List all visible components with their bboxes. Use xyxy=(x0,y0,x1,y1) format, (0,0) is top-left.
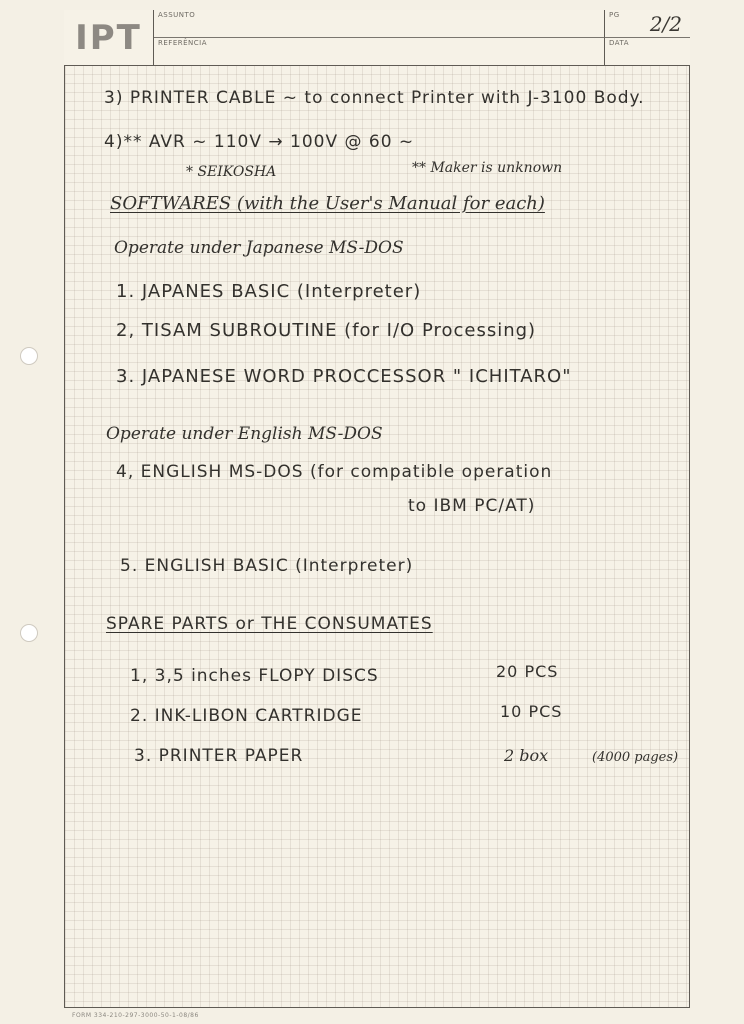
assunto-label: ASSUNTO xyxy=(158,11,196,19)
date-field xyxy=(604,38,690,66)
form-header xyxy=(64,10,690,66)
punch-hole-top xyxy=(20,347,38,365)
spare-item-2-qty: 10 PCS xyxy=(500,702,563,721)
english-msdos-heading: Operate under English MS-DOS xyxy=(106,424,383,444)
section-softwares-title: SOFTWARES (with the User's Manual for each) xyxy=(110,193,545,214)
assunto-field xyxy=(154,10,604,38)
data-label: DATA xyxy=(609,39,630,47)
spare-item-1: 1, 3,5 inches FLOPY DISCS xyxy=(130,666,379,686)
software-item-4-cont: to IBM PC/AT) xyxy=(408,496,536,516)
punch-hole-bottom xyxy=(20,624,38,642)
spare-item-2: 2. INK-LIBON CARTRIDGE xyxy=(130,706,363,726)
item-printer-cable: 3) PRINTER CABLE ~ to connect Printer with J-3100 Body. xyxy=(104,88,645,108)
software-item-3: 3. JAPANESE WORD PROCCESSOR " ICHITARO" xyxy=(116,366,572,387)
software-item-1: 1. JAPANES BASIC (Interpreter) xyxy=(116,281,422,302)
spare-item-3-note: (4000 pages) xyxy=(592,750,679,765)
form-footer: FORM 334-210-297-3000-50-1-08/86 xyxy=(72,1012,199,1019)
note-seikosha: * SEIKOSHA xyxy=(186,164,277,180)
spare-item-3: 3. PRINTER PAPER xyxy=(134,746,304,766)
page-number: 2/2 xyxy=(649,12,682,36)
spare-item-3-qty: 2 box xyxy=(504,746,549,765)
note-maker-unknown: ** Maker is unknown xyxy=(412,160,563,176)
referencia-label: REFERÊNCIA xyxy=(158,39,207,47)
ipt-logo: IPT xyxy=(64,10,154,66)
japanese-msdos-heading: Operate under Japanese MS-DOS xyxy=(114,238,404,258)
section-spare-parts-title: SPARE PARTS or THE CONSUMATES xyxy=(106,614,433,634)
software-item-4: 4, ENGLISH MS-DOS (for compatible operation xyxy=(116,462,553,482)
spare-item-1-qty: 20 PCS xyxy=(496,662,559,681)
page-field xyxy=(604,10,690,38)
pg-label: PG xyxy=(609,11,620,19)
referencia-field xyxy=(154,38,604,66)
grid-form-area xyxy=(64,10,690,1008)
software-item-2: 2, TISAM SUBROUTINE (for I/O Processing) xyxy=(116,320,537,341)
item-avr: 4)** AVR ~ 110V → 100V @ 60 ~ xyxy=(104,132,415,152)
software-item-5: 5. ENGLISH BASIC (Interpreter) xyxy=(120,556,414,576)
